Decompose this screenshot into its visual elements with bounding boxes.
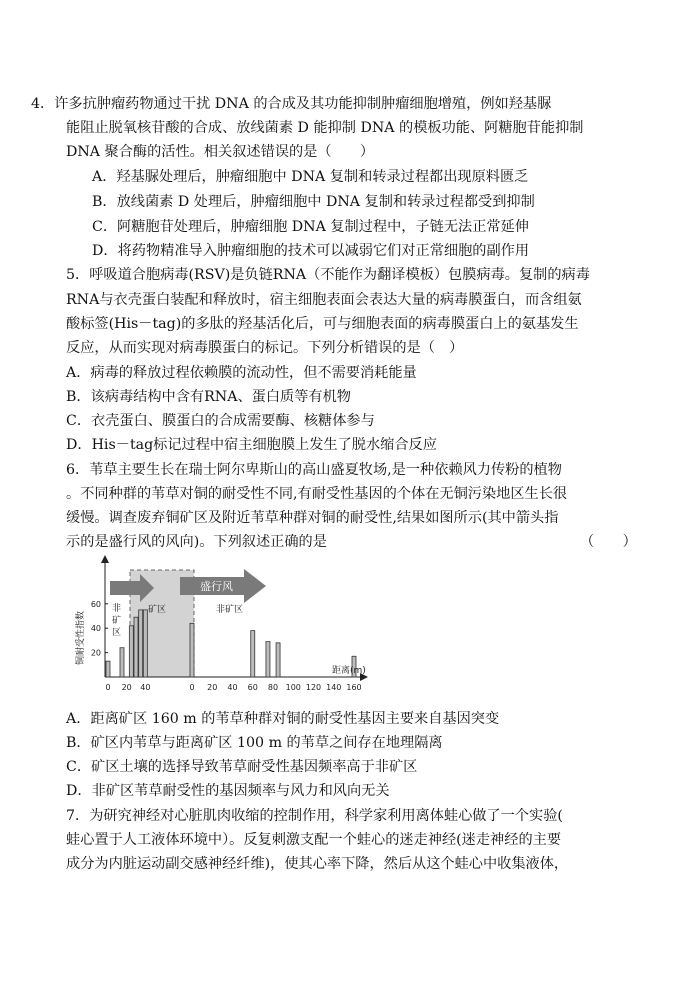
y-tick-label-2: 60 (90, 599, 101, 609)
bar-9 (276, 643, 280, 677)
bar-3 (134, 617, 138, 677)
q6-stem-line-1: 6．苇草主要生长在瑞士阿尔卑斯山的高山盛夏牧场,是一种依赖风力传粉的植物 (66, 462, 562, 478)
bar-7 (251, 631, 255, 677)
q6-option-c: C．矿区土壤的选择导致苇草耐受性基因频率高于非矿区 (66, 759, 418, 775)
bar-8 (266, 642, 270, 677)
q6-option-d: D．非矿区苇草耐受性的基因频率与风力和风向无关 (66, 783, 390, 799)
wind-label: 盛行风 (200, 580, 233, 593)
q7-stem-line-3: 成分为内脏运动副交感神经纤维)，使其心率下降，然后从这个蛙心中收集液体， (66, 856, 569, 872)
left-nonmine-label-3: 区 (112, 628, 122, 638)
q5-stem-line-4: 反应，从而实现对病毒膜蛋白的标记。下列分析错误的是（ ） (66, 340, 464, 356)
q5-stem-line-2: RNA与衣壳蛋白装配和释放时，宿主细胞表面会表达大量的病毒膜蛋白，而含组氨 (66, 292, 582, 308)
q5-option-a: A．病毒的释放过程依赖膜的流动性，但不需要消耗能量 (66, 365, 417, 381)
bar-4 (139, 610, 143, 677)
x-tick-label-7: 80 (267, 683, 279, 692)
x-tick-label-10: 140 (326, 683, 342, 692)
x-tick-label-11: 160 (346, 683, 362, 692)
x-tick-label-4: 20 (207, 683, 218, 692)
q4-option-d: D．将药物精准导入肿瘤细胞的技术可以减弱它们对正常细胞的副作用 (92, 243, 530, 259)
q4-stem-line-3: DNA 聚合酶的活性。相关叙述错误的是（ ） (66, 144, 375, 160)
q6-option-b: B．矿区内苇草与距离矿区 100 m 的苇草之间存在地理隔离 (66, 735, 443, 751)
q6-stem-line-4: 示的是盛行风的风向)。下列叙述正确的是 (66, 534, 327, 550)
q5-option-b: B．该病毒结构中含有RNA、蛋白质等有机物 (66, 389, 351, 405)
q5-stem-line-3: 酸标签(His－tag)的多肽的羟基活化后，可与细胞表面的病毒膜蛋白上的氨基发生 (66, 316, 579, 332)
x-tick-label-1: 20 (121, 683, 132, 692)
q4-stem-line-2: 能阻止脱氧核苷酸的合成、放线菌素 D 能抑制 DNA 的模板功能、阿糖胞苷能抑制 (66, 120, 584, 136)
copper-tolerance-chart (76, 555, 378, 700)
x-tick-label-0: 0 (105, 683, 111, 692)
bar-2 (129, 626, 133, 677)
q6-stem-line-3: 缓慢。调查废弃铜矿区及附近苇草种群对铜的耐受性,结果如图所示(其中箭头指 (66, 510, 559, 526)
q5-option-d: D．His－tag标记过程中宿主细胞膜上发生了脱水缩合反应 (66, 437, 437, 453)
q4-option-b: B．放线菌素 D 处理后，肿瘤细胞中 DNA 复制和转录过程都受到抑制 (92, 194, 535, 210)
left-nonmine-label-1: 非 (112, 604, 122, 614)
bar-0 (106, 661, 110, 677)
bar-6 (190, 623, 194, 677)
q7-stem-line-1: 7．为研究神经对心脏肌肉收缩的控制作用，科学家利用离体蛙心做了一个实验( (66, 808, 563, 824)
bar-5 (143, 610, 147, 677)
x-tick-label-3: 0 (189, 683, 195, 692)
x-tick-label-6: 60 (247, 683, 258, 692)
right-nonmine-label: 非矿区 (216, 605, 244, 615)
q6-stem-line-2: 。不同种群的苇草对铜的耐受性不同,有耐受性基因的个体在无铜污染地区生长很 (66, 486, 568, 502)
y-tick-label-1: 40 (90, 624, 101, 634)
y-tick-label-0: 20 (90, 648, 101, 658)
x-tick-label-5: 40 (227, 683, 238, 692)
q4-stem-line-1: 4．许多抗肿瘤药物通过干扰 DNA 的合成及其功能抑制肿瘤细胞增殖，例如羟基脲 (31, 96, 552, 112)
y-axis-label: 铜耐受性指数 (76, 610, 86, 665)
q4-option-c: C．阿糖胞苷处理后，肿瘤细胞 DNA 复制过程中，子链无法正常延伸 (92, 219, 529, 235)
bar-1 (120, 648, 124, 677)
q4-option-a: A．羟基脲处理后，肿瘤细胞中 DNA 复制和转录过程都出现原料匮乏 (92, 169, 529, 185)
left-nonmine-label-2: 矿 (112, 616, 122, 626)
x-axis-label: 距离(m) (332, 666, 366, 676)
x-tick-label-9: 120 (305, 683, 322, 692)
q5-option-c: C．衣壳蛋白、膜蛋白的合成需要酶、核糖体参与 (66, 413, 375, 429)
x-tick-label-8: 100 (285, 683, 301, 692)
mine-label: 矿区 (148, 605, 167, 615)
q7-stem-line-2: 蛙心置于人工液体环境中）。反复刺激支配一个蛙心的迷走神经(迷走神经的主要 (66, 832, 562, 848)
x-tick-label-2: 40 (140, 683, 151, 692)
q6-option-a: A．距离矿区 160 m 的苇草种群对铜的耐受性基因主要来自基因突变 (66, 711, 500, 727)
q5-stem-line-1: 5．呼吸道合胞病毒(RSV)是负链RNA（不能作为翻译模板）包膜病毒。复制的病毒 (66, 267, 590, 283)
q6-answer-blank: （ ） (580, 534, 637, 550)
